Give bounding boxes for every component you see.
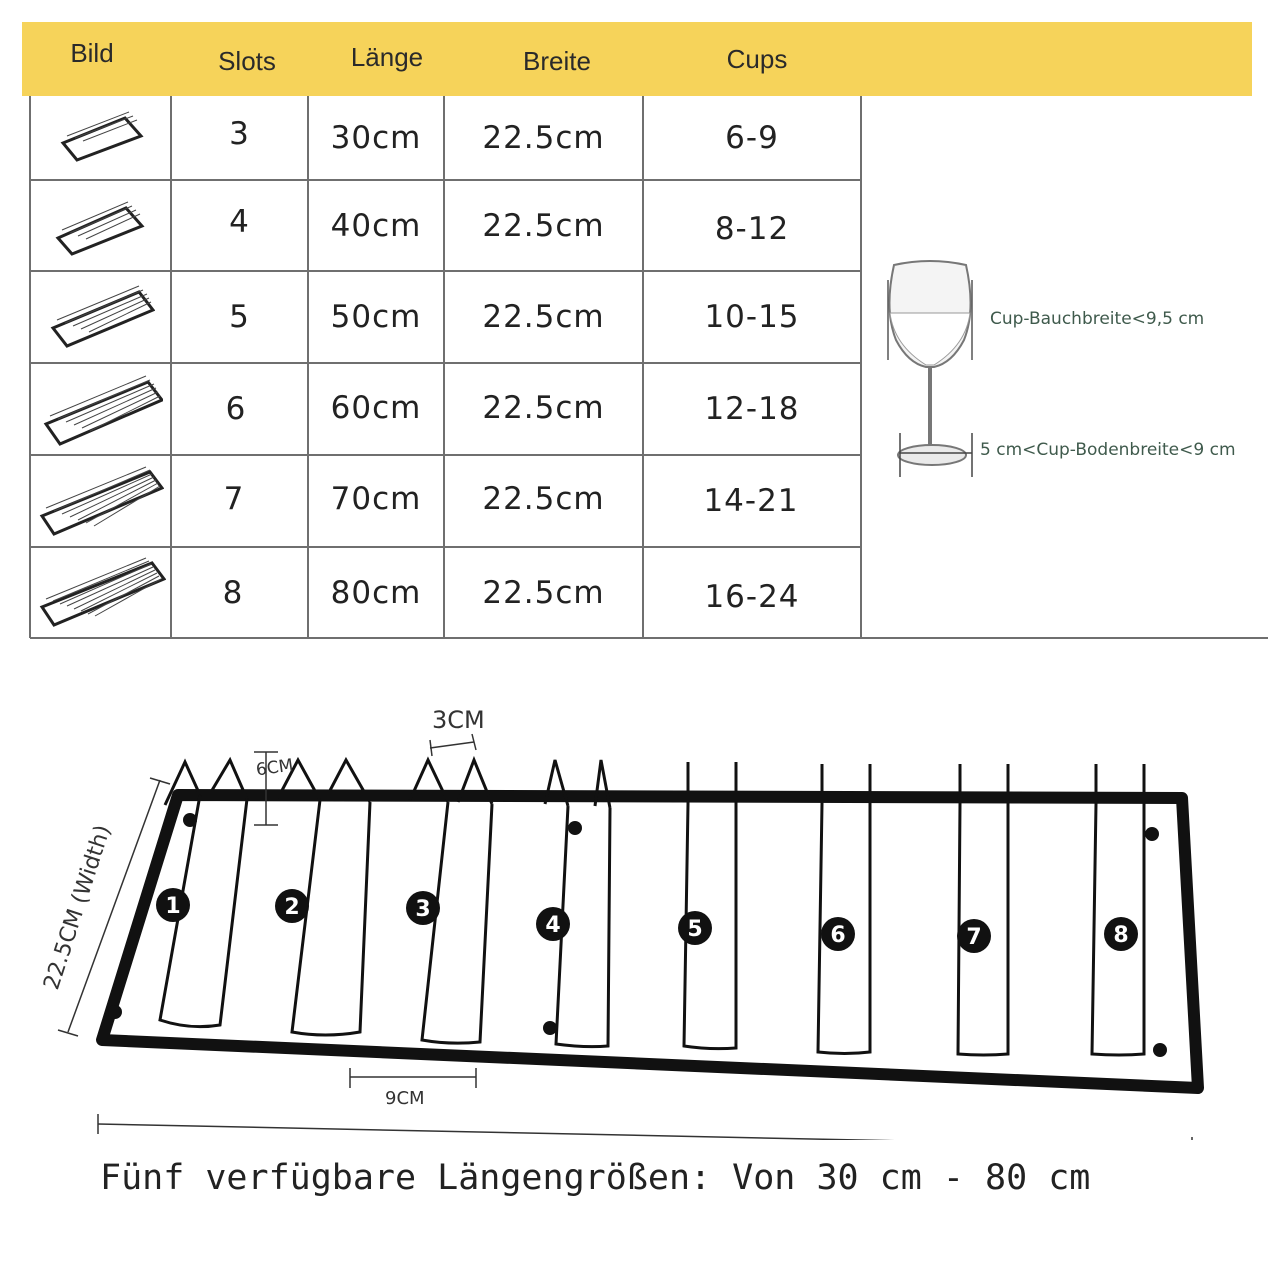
cell-cups: 12-18	[704, 391, 800, 427]
cell-slots: 7	[223, 481, 245, 517]
cell-slots: 4	[229, 204, 250, 240]
svg-text:4: 4	[545, 913, 561, 938]
cell-breite: 22.5cm	[482, 481, 605, 517]
cell-laenge: 30cm	[330, 120, 422, 156]
svg-text:6: 6	[830, 923, 846, 948]
cell-laenge: 60cm	[330, 390, 422, 426]
cell-slots: 3	[229, 116, 250, 152]
cell-breite: 22.5cm	[482, 207, 605, 244]
rack-thumbnail-6	[38, 372, 163, 452]
rack-thumbnail-4	[50, 198, 145, 258]
slot-number-2	[275, 889, 309, 923]
slot-number-1	[156, 888, 190, 922]
slot-dimension-label: 9CM	[385, 1088, 425, 1109]
svg-text:3: 3	[415, 897, 431, 922]
cell-breite: 22.5cm	[482, 574, 605, 611]
cell-slots: 6	[225, 391, 247, 427]
cell-laenge: 50cm	[330, 299, 422, 335]
cell-laenge: 80cm	[330, 574, 422, 611]
slot-number-5	[678, 911, 712, 945]
svg-text:8: 8	[1113, 923, 1129, 948]
cell-breite: 22.5cm	[482, 120, 605, 156]
cell-cups: 8-12	[714, 210, 790, 247]
cell-breite: 22.5cm	[482, 299, 605, 335]
header-breite: Breite	[523, 45, 591, 76]
cell-cups: 16-24	[704, 579, 800, 615]
slot-number-7	[957, 919, 991, 953]
cell-laenge: 40cm	[330, 207, 422, 244]
cell-cups: 6-9	[725, 120, 779, 156]
svg-text:5: 5	[687, 917, 703, 942]
header-laenge: Länge	[350, 41, 424, 72]
cell-cups: 10-15	[704, 299, 800, 335]
slot-number-3	[406, 891, 440, 925]
rack-thumbnail-3	[55, 108, 145, 163]
rack-diagram	[40, 700, 1210, 1140]
svg-text:7: 7	[966, 925, 982, 950]
caption: Fünf verfügbare Längengrößen: Von 30 cm - 80 cm	[100, 1158, 1091, 1198]
rack-thumbnail-5	[45, 282, 155, 352]
base-width-label: 5 cm<Cup-Bodenbreite<9 cm	[980, 440, 1236, 460]
cell-laenge: 70cm	[330, 481, 422, 517]
header-bild: Bild	[70, 37, 114, 68]
gap-dimension-label: 3CM	[432, 706, 485, 734]
header-slots: Slots	[218, 45, 276, 76]
slot-number-6	[821, 917, 855, 951]
height-dimension-label: 6CM	[254, 755, 295, 781]
cell-breite: 22.5cm	[482, 390, 605, 426]
wine-glass-icon	[880, 255, 990, 480]
svg-text:1: 1	[165, 894, 181, 919]
width-dimension-label: 22.5CM (Width)	[39, 822, 117, 993]
slot-number-8	[1104, 917, 1138, 951]
svg-text:2: 2	[284, 895, 300, 920]
cell-cups: 14-21	[703, 483, 799, 519]
header-cups: Cups	[726, 43, 788, 74]
rack-thumbnail-7	[36, 462, 164, 540]
cell-slots: 8	[222, 574, 244, 611]
slot-number-4	[536, 907, 570, 941]
cell-slots: 5	[229, 299, 250, 335]
rack-thumbnail-8	[36, 553, 166, 631]
belly-width-label: Cup-Bauchbreite<9,5 cm	[990, 309, 1205, 329]
